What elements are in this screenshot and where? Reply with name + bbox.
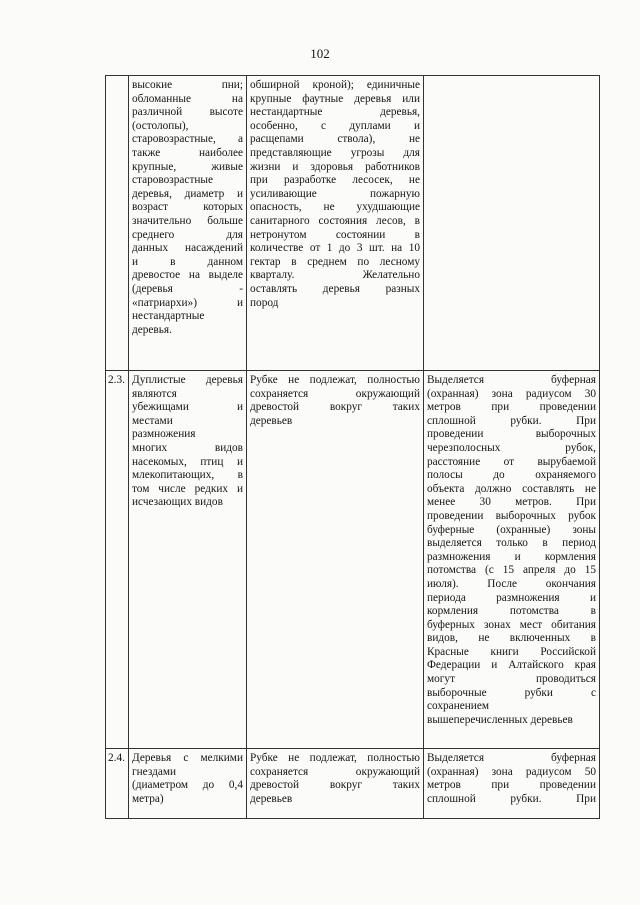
- text-line: являются: [132, 387, 177, 400]
- text-line: черезполосных рубок,: [427, 441, 596, 454]
- requirement-cell: [247, 749, 424, 819]
- text-line: опасность, не ухудшающие: [250, 201, 420, 214]
- table-body: [106, 76, 600, 819]
- text-line: Федерации и Алтайского края: [427, 659, 596, 672]
- text-line: насекомых, птиц и: [132, 455, 243, 468]
- text-line: Выделяется буферная: [427, 374, 596, 386]
- text-line: древостой вокруг таких: [250, 401, 420, 414]
- text-line: объекта должно составлять не: [427, 482, 596, 495]
- text-line: Рубке не подлежат, полностью: [250, 374, 420, 386]
- text-line: вышеперечисленных деревьев: [427, 713, 573, 726]
- table-row: [106, 76, 600, 371]
- text-line: метров при проведении: [427, 779, 596, 792]
- text-line: Красные книги Российской: [427, 645, 596, 658]
- row-number-cell: [106, 76, 129, 371]
- requirement-cell: [247, 76, 424, 371]
- text-line: исчезающих видов: [132, 496, 223, 509]
- text-line: расстояние от вырубаемой: [427, 455, 596, 468]
- buffer-zone-cell: [424, 76, 600, 371]
- text-line: особенно, с дуплами и: [250, 119, 420, 132]
- text-line: нестандартные: [132, 310, 205, 323]
- text-line: высокие пни;: [132, 79, 243, 91]
- text-line: кормления потомства в: [427, 605, 596, 618]
- buffer-zone-cell: [424, 371, 600, 749]
- text-line: количестве от 1 до 3 шт. на 10: [250, 242, 420, 255]
- text-line: потомства (с 15 апреля до 15: [427, 564, 596, 577]
- text-line: санитарного состояния лесов, в: [250, 214, 420, 227]
- text-line: также наиболее: [132, 146, 243, 159]
- text-line: (деревья -: [132, 282, 243, 295]
- text-line: старовозрастные: [132, 174, 214, 187]
- object-description-cell: [129, 76, 247, 371]
- text-line: метра): [132, 792, 164, 805]
- text-line: Рубке не подлежат, полностью: [250, 752, 420, 764]
- text-line: нестандартные деревья,: [250, 106, 420, 119]
- text-line: деревья.: [132, 323, 172, 336]
- text-line: сохранением: [427, 700, 490, 713]
- text-line: проведении выборочных рубок: [427, 509, 596, 522]
- text-line: оставлять деревья разных: [250, 282, 420, 295]
- text-line: сплошной рубки. При: [427, 792, 596, 805]
- text-line: размножения и кормления: [427, 550, 596, 563]
- text-line: старовозрастные, а: [132, 133, 243, 146]
- text-line: сплошной рубки. При: [427, 414, 596, 427]
- text-line: расщепами ствола), не: [250, 133, 420, 146]
- text-line: могут проводиться: [427, 673, 596, 686]
- text-line: (охранная) зона радиусом 50: [427, 765, 596, 778]
- text-line: различной высоте: [132, 106, 243, 119]
- row-number-cell: 2.4.: [106, 749, 129, 819]
- text-line: кварталу. Желательно: [250, 269, 420, 282]
- text-line: гнездами: [132, 765, 177, 778]
- text-line: крупные фаутные деревья или: [250, 92, 420, 105]
- text-line: усиливающие пожарную: [250, 187, 420, 200]
- text-line: и в данном: [132, 255, 243, 268]
- text-line: млекопитающих, в: [132, 469, 243, 482]
- text-line: данных насаждений: [132, 242, 243, 255]
- text-line: многих видов: [132, 441, 243, 454]
- text-line: нетронутом состоянии в: [250, 228, 420, 241]
- object-description-cell: [129, 749, 247, 819]
- text-line: размножения: [132, 428, 196, 441]
- text-line: менее 30 метров. При: [427, 496, 596, 509]
- buffer-zone-cell: [424, 749, 600, 819]
- text-line: представляющие угрозы для: [250, 146, 420, 159]
- text-line: значительно больше: [132, 214, 243, 227]
- text-line: обширной кроной); единичные: [250, 79, 420, 91]
- text-line: среднего для: [132, 228, 243, 241]
- text-line: гектар в среднем по лесному: [250, 255, 420, 268]
- text-line: метров при проведении: [427, 401, 596, 414]
- text-line: выборочные рубки с: [427, 686, 596, 699]
- text-line: июля). После окончания: [427, 577, 596, 590]
- text-line: убежищами и: [132, 401, 243, 414]
- text-line: при разработке лесосек, не: [250, 174, 420, 187]
- text-line: буферные (охранные) зоны: [427, 523, 596, 536]
- text-line: буферных зонах мест обитания: [427, 618, 596, 631]
- text-line: пород: [250, 296, 279, 309]
- text-line: обломанные на: [132, 92, 243, 105]
- text-line: «патриархи») и: [132, 296, 243, 309]
- text-line: полосы до охраняемого: [427, 469, 596, 482]
- table-row: [106, 371, 600, 749]
- text-line: том числе редких и: [132, 482, 243, 495]
- text-line: местами: [132, 414, 173, 427]
- text-line: жизни и здоровья работников: [250, 160, 420, 173]
- text-line: крупные, живые: [132, 160, 243, 173]
- object-description-cell: [129, 371, 247, 749]
- text-line: видов, не включенных в: [427, 632, 596, 645]
- page-number: 102: [310, 46, 330, 61]
- text-line: (охранная) зона радиусом 30: [427, 387, 596, 400]
- text-line: сохраняется окружающий: [250, 387, 420, 400]
- text-line: проведении выборочных: [427, 428, 596, 441]
- text-line: Дуплистые деревья: [132, 374, 243, 386]
- text-line: Деревья с мелкими: [132, 752, 243, 764]
- text-line: деревьев: [250, 414, 293, 427]
- text-line: деревья, диаметр и: [132, 187, 243, 200]
- row-number-cell: 2.3.: [106, 371, 129, 749]
- text-line: возраст которых: [132, 201, 243, 214]
- text-line: (диаметром до 0,4: [132, 779, 243, 792]
- table-row: [106, 749, 600, 819]
- text-line: периода размножения и: [427, 591, 596, 604]
- document-table: [105, 75, 600, 819]
- text-line: выделяется только в период: [427, 537, 596, 550]
- text-line: сохраняется окружающий: [250, 765, 420, 778]
- text-line: деревьев: [250, 792, 293, 805]
- text-line: Выделяется буферная: [427, 752, 596, 764]
- requirement-cell: [247, 371, 424, 749]
- text-line: древостое на выделе: [132, 269, 243, 282]
- text-line: (остолопы),: [132, 119, 189, 132]
- text-line: древостой вокруг таких: [250, 779, 420, 792]
